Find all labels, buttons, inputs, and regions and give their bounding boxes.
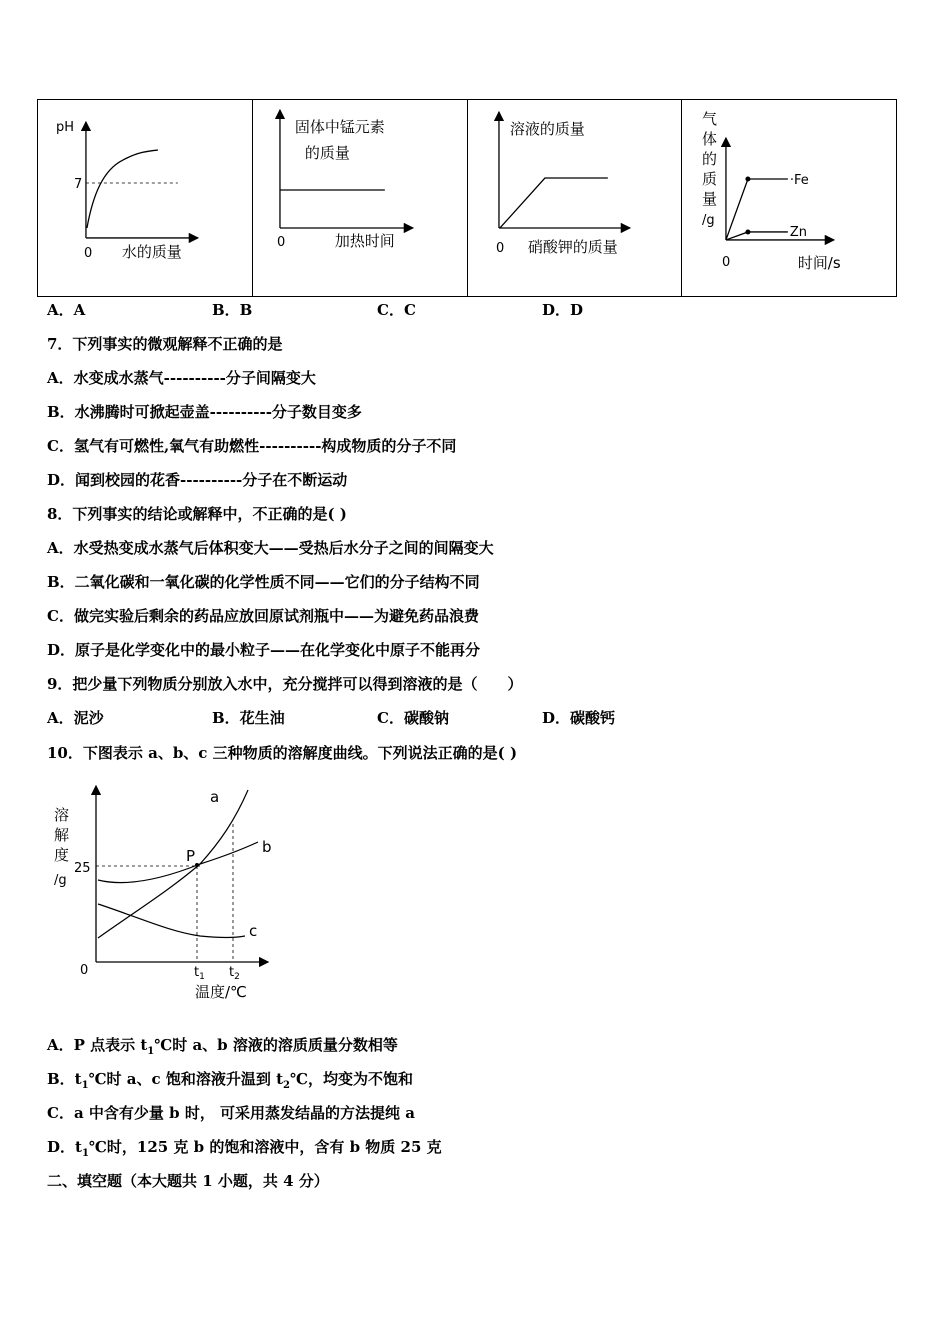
q10-option-d-text: ℃时，125 克 b 的饱和溶液中，含有 b 物质 25 克 — [88, 1138, 442, 1156]
curve-c — [98, 904, 245, 938]
p-point — [195, 863, 199, 867]
q8-option-b[interactable]: B．二氧化碳和一氧化碳的化学性质不同——它们的分子结构不同 — [47, 573, 480, 591]
q10-option-a[interactable] — [47, 1035, 398, 1062]
q10-option-a-text: A．P 点表示 t — [47, 1036, 148, 1054]
t1-tick: $t_1$ — [194, 965, 205, 982]
q10-option-b-text: B．t — [47, 1070, 82, 1088]
y-label-char-2: 解 — [54, 826, 70, 844]
q10-option-c[interactable]: C．a 中含有少量 b 时， 可采用蒸发结晶的方法提纯 a — [47, 1104, 415, 1122]
solubility-chart — [40, 780, 290, 1005]
x-label: 水的质量 — [121, 242, 182, 261]
q10-option-a-text: ℃时 a、b 溶液的溶质质量分数相等 — [154, 1036, 398, 1054]
curve-a — [98, 790, 248, 938]
zn-curve — [726, 232, 788, 240]
q7-option-b[interactable]: B．水沸腾时可掀起壶盖----------分子数目变多 — [47, 403, 362, 421]
zn-point — [746, 229, 751, 234]
q8-stem: 8．下列事实的结论或解释中，不正确的是( ) — [47, 505, 347, 523]
q10-option-d-text: D．t — [47, 1138, 82, 1156]
solution-curve — [499, 178, 607, 228]
q8-option-a[interactable]: A．水受热变成水蒸气后体积变大——受热后水分子之间的间隔变大 — [47, 539, 494, 557]
t2-tick: $t_2$ — [229, 965, 240, 982]
p-label: P — [186, 847, 196, 865]
q10-option-b-text: ℃时 a、c 饱和溶液升温到 t — [88, 1070, 284, 1088]
y-label-unit: /g — [54, 873, 67, 888]
graph-row — [37, 99, 897, 297]
graph-c — [468, 100, 683, 296]
q9-option-c[interactable]: C．碳酸钠 — [377, 709, 449, 727]
q10-option-d[interactable] — [47, 1137, 442, 1164]
y-label-unit: /g — [702, 212, 715, 228]
q10-option-b-text: ℃，均变为不饱和 — [289, 1070, 413, 1088]
q6-option-b[interactable]: B．B — [212, 301, 253, 319]
y-label-char-3: 的 — [702, 150, 718, 169]
fe-point — [746, 177, 751, 182]
ph-curve — [87, 150, 158, 228]
x-label: 硝酸钾的质量 — [527, 237, 618, 256]
q9-option-a[interactable]: A．泥沙 — [47, 709, 104, 727]
graph-d-svg — [682, 100, 896, 296]
origin-label: 0 — [495, 240, 504, 256]
y-label-char-3: 度 — [54, 846, 70, 864]
q9-option-b[interactable]: B．花生油 — [212, 709, 285, 727]
q6-option-a[interactable]: A．A — [47, 301, 86, 319]
q8-option-d[interactable]: D．原子是化学变化中的最小粒子——在化学变化中原子不能再分 — [47, 641, 481, 659]
y-label-char-5: 量 — [702, 189, 718, 208]
y-label-char-2: 体 — [702, 130, 718, 149]
y-tick-25: 25 — [74, 861, 91, 876]
ph-label: pH — [55, 120, 74, 136]
y-label-2: 的质量 — [304, 144, 350, 163]
y-label: 溶液的质量 — [509, 120, 585, 139]
origin-label: 0 — [83, 245, 93, 261]
q6-option-d[interactable]: D．D — [542, 301, 584, 319]
curve-c-label: c — [249, 922, 258, 940]
graph-d — [682, 100, 896, 296]
curve-a-label: a — [210, 788, 220, 806]
graph-b-svg — [253, 100, 467, 296]
subscript: 2 — [283, 1080, 290, 1091]
graph-c-svg — [468, 100, 682, 296]
q10-option-b[interactable] — [47, 1069, 413, 1096]
x-label: 温度/℃ — [195, 983, 247, 1001]
y-label-char-4: 质 — [702, 170, 718, 189]
q7-option-a[interactable]: A．水变成水蒸气----------分子间隔变大 — [47, 369, 316, 387]
q9-options — [47, 708, 707, 728]
origin-label: 0 — [80, 963, 89, 978]
q10-stem: 10．下图表示 a、b、c 三种物质的溶解度曲线。下列说法正确的是( ) — [47, 744, 518, 762]
zn-label: Zn — [790, 224, 808, 240]
x-label: 时间/s — [798, 253, 841, 272]
ph7-mark: 7 — [73, 177, 83, 193]
subscript: 1 — [81, 1080, 89, 1091]
q7-option-c[interactable]: C．氢气有可燃性,氧气有助燃性----------构成物质的分子不同 — [47, 437, 457, 455]
origin-label: 0 — [722, 254, 731, 270]
fe-curve — [726, 179, 788, 240]
q6-option-c[interactable]: C．C — [377, 301, 416, 319]
q9-stem: 9．把少量下列物质分别放入水中，充分搅拌可以得到溶液的是（ ） — [47, 675, 523, 693]
subscript: 1 — [147, 1046, 155, 1057]
graph-a — [38, 100, 253, 296]
q9-option-d[interactable]: D．碳酸钙 — [542, 709, 616, 727]
subscript: 1 — [81, 1148, 89, 1159]
q6-options — [47, 300, 707, 320]
y-label-1: 固体中锰元素 — [294, 118, 385, 137]
q7-option-d[interactable]: D．闻到校园的花香----------分子在不断运动 — [47, 471, 348, 489]
x-label: 加热时间 — [334, 231, 395, 250]
graph-a-svg — [38, 100, 252, 296]
graph-b — [253, 100, 468, 296]
q8-option-c[interactable]: C．做完实验后剩余的药品应放回原试剂瓶中——为避免药品浪费 — [47, 607, 479, 625]
q7-stem: 7．下列事实的微观解释不正确的是 — [47, 335, 283, 353]
y-label-char-1: 溶 — [54, 806, 70, 824]
fe-label: ·Fe — [790, 173, 809, 189]
section-2-heading: 二、填空题（本大题共 1 小题，共 4 分） — [47, 1172, 329, 1190]
curve-b — [98, 842, 258, 883]
curve-b-label: b — [262, 838, 272, 856]
y-label-char-1: 气 — [702, 110, 718, 129]
origin-label: 0 — [276, 234, 285, 250]
